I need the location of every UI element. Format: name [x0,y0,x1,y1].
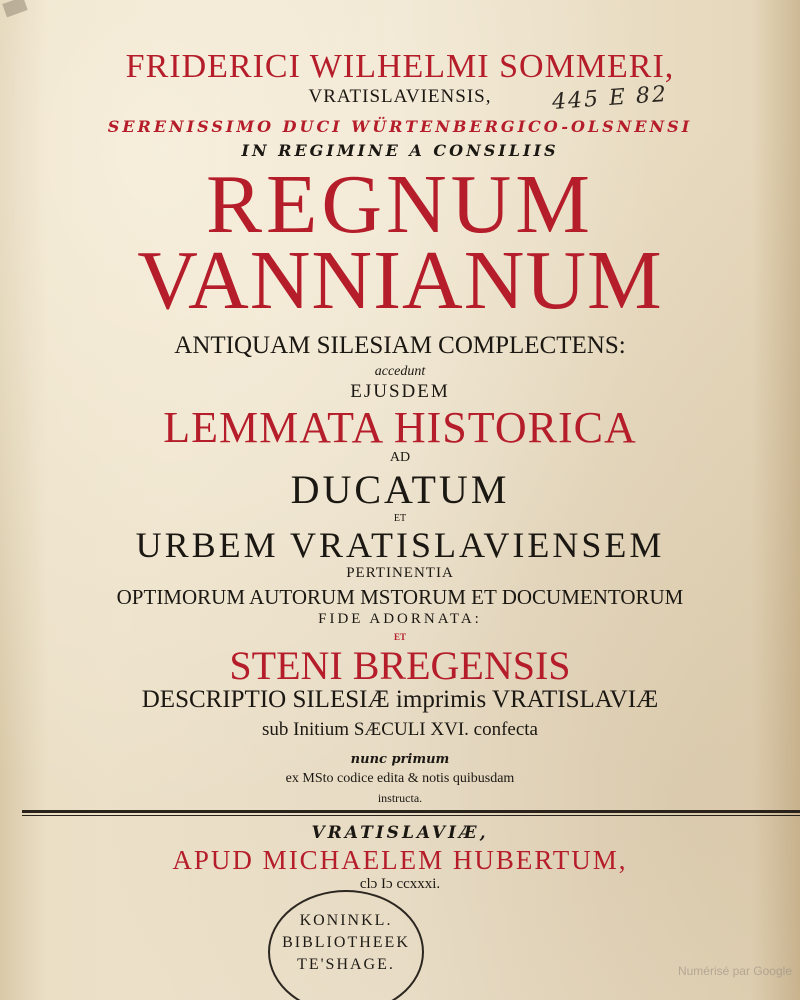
et-text-1: ET [393,513,407,524]
imprint-year: clɔ Iɔ ccxxxi. [359,876,441,892]
subtitle: ANTIQUAM SILESIAM COMPLECTENS: [174,332,626,359]
author-origin: VRATISLAVIENSIS, [308,86,492,107]
ad-text: AD [389,450,411,465]
steni-bregensis-title: STENI BREGENSIS [229,643,571,688]
sub-initium-text: sub Initium SÆCULI XVI. confecta [262,719,538,740]
ex-msto-text: ex MSto codice edita & notis quibusdam [285,771,515,786]
divider-rule-thick [22,810,800,813]
ducatum-text: DUCATUM [290,467,510,512]
et-text-2: ET [393,632,406,642]
author-name: FRIDERICI WILHELMI SOMMERI, [125,48,675,85]
digitization-watermark: Numérisé par Google [677,964,792,978]
accedunt-text: accedunt [374,364,426,379]
imprint-publisher: APUD MICHAELEM HUBERTUM, [172,845,628,875]
page-edge-mark [2,0,27,17]
dedication-line-2: IN REGIMINE A CONSILIIS [241,141,559,160]
fide-adornata-text: FIDE ADORNATA: [318,611,482,627]
descriptio-text: DESCRIPTIO SILESIÆ imprimis VRATISLAVIÆ [141,686,659,713]
stamp-line-2: BIBLIOTHEEK [282,934,410,951]
handwritten-shelfmark: 445 E 82 [551,81,669,116]
pertinentia-text: PERTINENTIA [346,565,454,581]
nunc-primum-text: nunc primum [350,752,450,767]
main-title-line-2: VANNIANUM [137,234,663,327]
stamp-line-3: TE'SHAGE. [297,956,395,973]
optimorum-text: OPTIMORUM AUTORUM MSTORUM ET DOCUMENTORUM [116,585,684,609]
stamp-line-1: KONINKL. [299,912,393,929]
urbem-text: URBEM VRATISLAVIENSEM [135,525,665,565]
library-stamp [268,890,424,1000]
divider-rule-thin [22,815,800,816]
main-title-line-1: REGNUM [205,158,594,251]
ejusdem-text: EJUSDEM [350,381,450,402]
lemmata-historica-title: LEMMATA HISTORICA [163,403,637,452]
instructa-text: instructa. [377,791,423,805]
dedication-line-1: SERENISSIMO DUCI WÜRTENBERGICO-OLSNENSI [107,117,693,136]
imprint-place: VRATISLAVIÆ, [311,823,489,843]
